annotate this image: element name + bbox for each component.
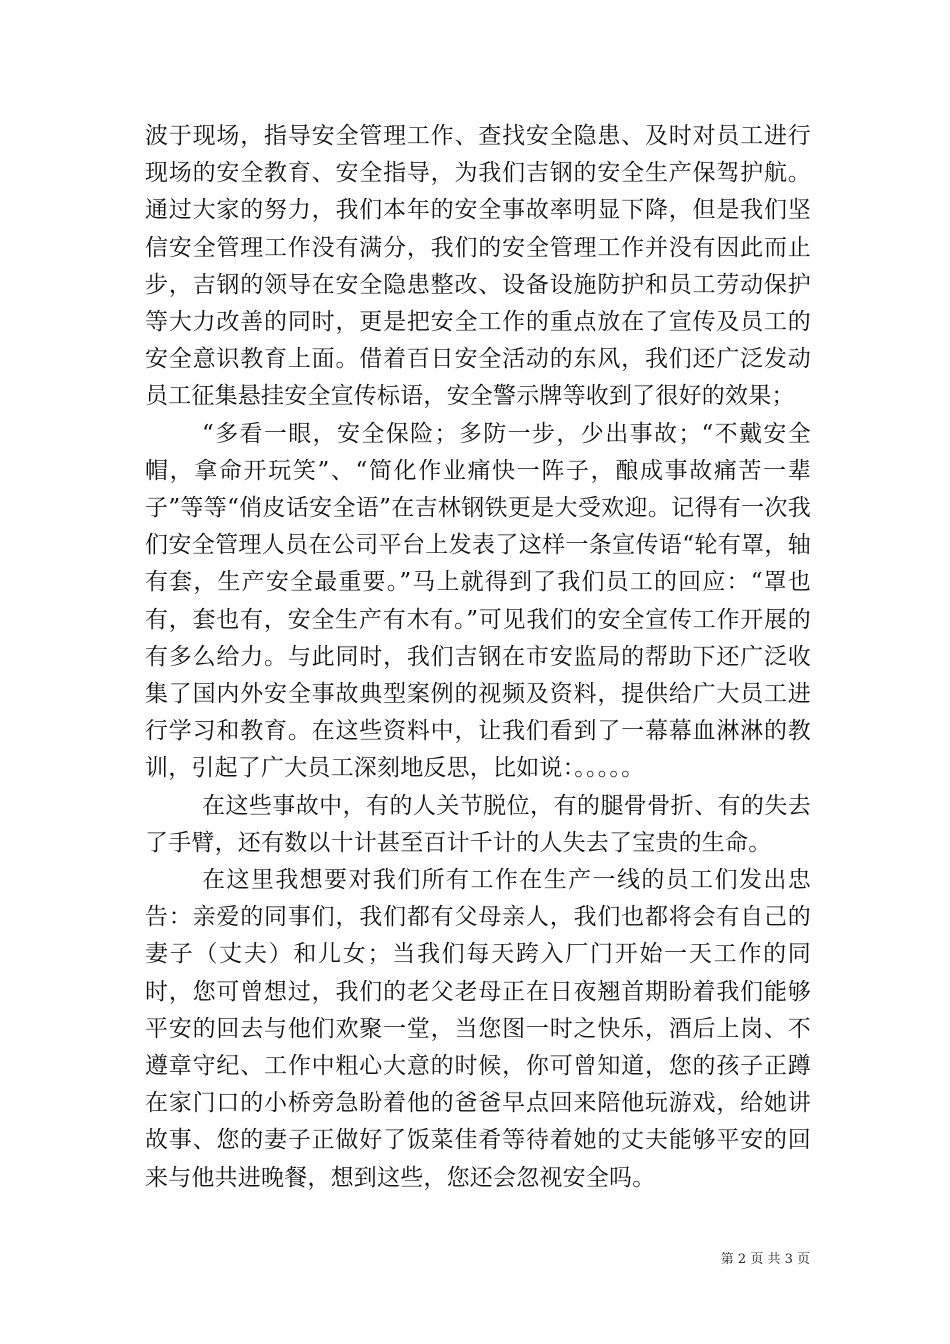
page-number-footer: 第 2 页 共 3 页 [720, 1252, 810, 1267]
paragraph-4: 在这里我想要对我们所有工作在生产一线的员工们发出忠告：亲爱的同事们，我们都有父母亲人，我们也都将会有自己的妻子（丈夫）和儿女；当我们每天跨入厂门开始一天工作的同时，您可曾想过，我们的老父老母正在日夜翘首期盼着我们能够平安的回去与他们欢聚一堂，当您图一时之快乐，酒后上岗、不遵章守纪、工作中粗心大意的时候，你可曾知道，您的孩子正蹲在家门口的小桥旁急盼着他的爸爸早点回来陪他玩游戏，给她讲故事、您的妻子正做好了饭菜佳肴等待着她的丈夫能够平安的回来与他共进晚餐，想到这些，您还会忽视安全吗。 [145, 867, 811, 1191]
document-body [145, 118, 811, 1197]
paragraph-2: “多看一眼，安全保险；多防一步，少出事故；“不戴安全帽，拿命开玩笑”、“简化作业痛快一阵子，酿成事故痛苦一辈子”等等“俏皮话安全语”在吉林钢铁更是大受欢迎。记得有一次我们安全管理人员在公司平台上发表了这样一条宣传语“轮有罩，轴有套，生产安全最重要。”马上就得到了我们员工的回应：“罩也有，套也有，安全生产有木有。”可见我们的安全宣传工作开展的有多么给力。与此同时，我们吉钢在市安监局的帮助下还广泛收集了国内外安全事故典型案例的视频及资料，提供给广大员工进行学习和教育。在这些资料中，让我们看到了一幕幕血淋淋的教训，引起了广大员工深刻地反思，比如说：。。。。。 [145, 420, 811, 782]
paragraph-1: 波于现场，指导安全管理工作、查找安全隐患、及时对员工进行现场的安全教育、安全指导，为我们吉钢的安全生产保驾护航。通过大家的努力，我们本年的安全事故率明显下降，但是我们坚信安全管理工作没有满分，我们的安全管理工作并没有因此而止步，吉钢的领导在安全隐患整改、设备设施防护和员工劳动保护等大力改善的同时，更是把安全工作的重点放在了宣传及员工的安全意识教育上面。借着百日安全活动的东风，我们还广泛发动员工征集悬挂安全宣传标语，安全警示牌等收到了很好的效果； [145, 123, 811, 410]
paragraph-3: 在这些事故中，有的人关节脱位，有的腿骨骨折、有的失去了手臂，还有数以十计甚至百计千计的人失去了宝贵的生命。 [145, 792, 811, 856]
